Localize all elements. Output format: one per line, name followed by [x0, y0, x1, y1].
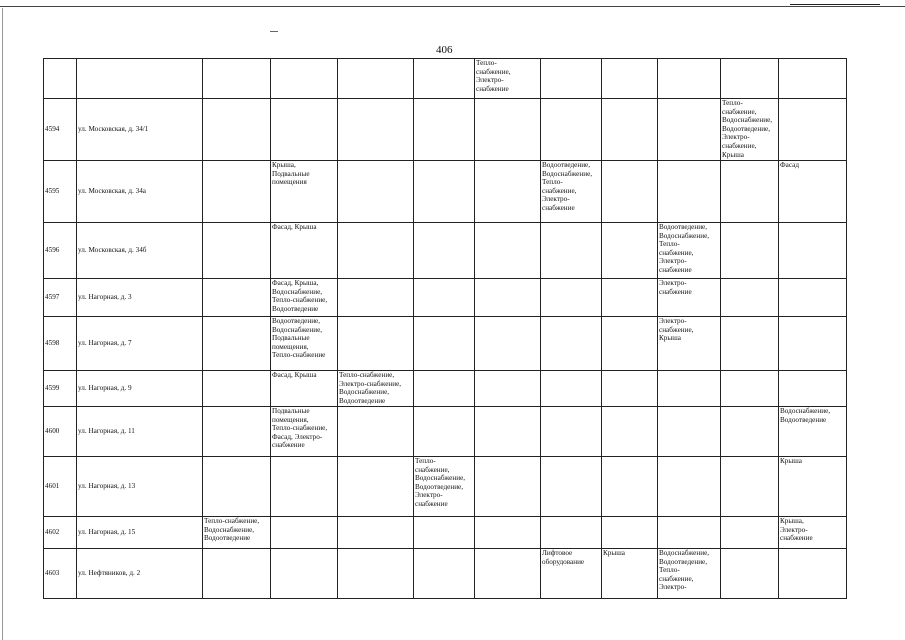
address-cell: ул. Нагорная, д. 3 — [77, 279, 203, 317]
table-cell — [77, 59, 203, 99]
work-type-cell — [203, 317, 271, 371]
work-type-cell — [779, 549, 847, 599]
work-type-cell — [721, 317, 779, 371]
table-row — [44, 371, 847, 407]
row-number-cell: 4599 — [44, 371, 77, 407]
work-type-cell — [779, 99, 847, 161]
work-type-cell — [414, 549, 475, 599]
work-type-cell — [271, 517, 338, 549]
table-cell — [338, 59, 414, 99]
work-type-cell: Тепло-снабжение, Водоснабжение, Водоотведение — [203, 517, 271, 549]
work-type-cell — [602, 371, 658, 407]
page-number: 406 — [436, 44, 453, 56]
work-type-cell — [475, 99, 541, 161]
work-type-cell — [475, 407, 541, 457]
work-type-cell — [475, 517, 541, 549]
work-type-cell — [338, 161, 414, 223]
address-cell: ул. Нагорная, д. 9 — [77, 371, 203, 407]
work-type-cell: Крыша — [779, 457, 847, 517]
work-type-cell — [541, 317, 602, 371]
work-type-cell — [271, 457, 338, 517]
continuation-cell: Тепло- снабжение, Электро- снабжение — [475, 59, 541, 99]
work-type-cell: Тепло-снабжение, Электро-снабжение, Водоснабжение, Водоотведение — [338, 371, 414, 407]
work-type-cell: Крыша, Электро- снабжение — [779, 517, 847, 549]
work-type-cell: Подвальные помещения, Тепло-снабжение, Фасад, Электро- снабжение — [271, 407, 338, 457]
work-type-cell: Тепло- снабжение, Водоснабжение, Водоотведение, Электро- снабжение, Крыша — [721, 99, 779, 161]
table-cell — [414, 59, 475, 99]
work-type-cell — [338, 317, 414, 371]
work-type-cell — [658, 99, 721, 161]
work-type-cell — [779, 371, 847, 407]
work-type-cell — [541, 223, 602, 279]
address-cell: ул. Московская, д. 34/1 — [77, 99, 203, 161]
work-type-cell — [779, 223, 847, 279]
row-number-cell: 4595 — [44, 161, 77, 223]
work-type-cell — [541, 371, 602, 407]
table-cell — [541, 59, 602, 99]
work-type-cell — [602, 99, 658, 161]
address-cell: ул. Нагорная, д. 7 — [77, 317, 203, 371]
address-cell: ул. Нагорная, д. 15 — [77, 517, 203, 549]
table-cell — [721, 59, 779, 99]
work-type-cell: Крыша — [602, 549, 658, 599]
work-type-cell — [414, 371, 475, 407]
table-cell — [203, 59, 271, 99]
table-row — [44, 99, 847, 161]
work-type-cell — [541, 99, 602, 161]
work-type-cell — [338, 223, 414, 279]
row-number-cell: 4594 — [44, 99, 77, 161]
repair-schedule-table — [43, 58, 847, 599]
work-type-cell — [338, 99, 414, 161]
table-row — [44, 517, 847, 549]
work-type-cell — [721, 407, 779, 457]
work-type-cell — [721, 549, 779, 599]
work-type-cell — [602, 457, 658, 517]
work-type-cell — [475, 161, 541, 223]
work-type-cell — [203, 407, 271, 457]
work-type-cell — [414, 99, 475, 161]
work-type-cell — [602, 317, 658, 371]
work-type-cell — [271, 549, 338, 599]
work-type-cell — [658, 517, 721, 549]
table-row — [44, 457, 847, 517]
work-type-cell: Электро- снабжение, Крыша — [658, 317, 721, 371]
work-type-cell — [602, 407, 658, 457]
work-type-cell — [721, 371, 779, 407]
work-type-cell — [414, 223, 475, 279]
address-cell: ул. Московская, д. 34б — [77, 223, 203, 279]
work-type-cell — [779, 279, 847, 317]
work-type-cell: Фасад, Крыша, Водоснабжение, Тепло-снабжение, Водоотведение — [271, 279, 338, 317]
work-type-cell: Фасад, Крыша — [271, 223, 338, 279]
work-type-cell: Электро- снабжение — [658, 279, 721, 317]
table-row — [44, 161, 847, 223]
table-row — [44, 407, 847, 457]
left-border-line — [2, 8, 3, 640]
table-row — [44, 549, 847, 599]
top-border-line — [0, 6, 905, 7]
work-type-cell — [475, 371, 541, 407]
work-type-cell: Водоснабжение, Водоотведение — [779, 407, 847, 457]
work-type-cell — [721, 517, 779, 549]
table-row — [44, 317, 847, 371]
work-type-cell — [602, 223, 658, 279]
table-row — [44, 59, 847, 99]
work-type-cell — [203, 549, 271, 599]
work-type-cell — [721, 223, 779, 279]
work-type-cell — [541, 407, 602, 457]
work-type-cell — [475, 317, 541, 371]
work-type-cell — [475, 223, 541, 279]
address-cell: ул. Нефтяников, д. 2 — [77, 549, 203, 599]
work-type-cell — [602, 517, 658, 549]
work-type-cell — [414, 279, 475, 317]
work-type-cell: Водоснабжение, Водоотведение, Тепло- снабжение, Электро- — [658, 549, 721, 599]
work-type-cell — [475, 279, 541, 317]
row-number-cell: 4596 — [44, 223, 77, 279]
work-type-cell: Тепло- снабжение, Водоснабжение, Водоотведение, Электро- снабжение — [414, 457, 475, 517]
work-type-cell — [602, 161, 658, 223]
address-cell: ул. Нагорная, д. 13 — [77, 457, 203, 517]
top-border-line-right — [790, 4, 880, 5]
work-type-cell — [414, 317, 475, 371]
work-type-cell — [338, 457, 414, 517]
work-type-cell — [658, 161, 721, 223]
table-cell — [271, 59, 338, 99]
work-type-cell — [203, 99, 271, 161]
work-type-cell — [602, 279, 658, 317]
work-type-cell — [721, 457, 779, 517]
work-type-cell — [779, 317, 847, 371]
table-cell — [779, 59, 847, 99]
work-type-cell: Крыша, Подвальные помещения — [271, 161, 338, 223]
work-type-cell: Лифтовое оборудование — [541, 549, 602, 599]
work-type-cell — [414, 407, 475, 457]
work-type-cell — [338, 279, 414, 317]
work-type-cell — [203, 457, 271, 517]
row-number-cell: 4600 — [44, 407, 77, 457]
work-type-cell — [658, 371, 721, 407]
work-type-cell — [658, 457, 721, 517]
table-cell — [44, 59, 77, 99]
row-number-cell: 4601 — [44, 457, 77, 517]
work-type-cell — [541, 279, 602, 317]
work-type-cell — [338, 407, 414, 457]
table-row — [44, 279, 847, 317]
work-type-cell: Водоотведение, Водоснабжение, Тепло- снабжение, Электро- снабжение — [658, 223, 721, 279]
work-type-cell — [203, 223, 271, 279]
row-number-cell: 4602 — [44, 517, 77, 549]
row-number-cell: 4598 — [44, 317, 77, 371]
work-type-cell — [338, 517, 414, 549]
work-type-cell — [414, 517, 475, 549]
table-cell — [602, 59, 658, 99]
work-type-cell — [721, 161, 779, 223]
work-type-cell: Водоотведение, Водоснабжение, Тепло- снабжение, Электро- снабжение — [541, 161, 602, 223]
scan-mark — [270, 31, 278, 32]
work-type-cell — [475, 457, 541, 517]
work-type-cell — [658, 407, 721, 457]
address-cell: ул. Московская, д. 34а — [77, 161, 203, 223]
work-type-cell — [338, 549, 414, 599]
work-type-cell — [203, 161, 271, 223]
work-type-cell — [271, 99, 338, 161]
work-type-cell: Водоотведение, Водоснабжение, Подвальные помещения, Тепло-снабжение — [271, 317, 338, 371]
work-type-cell — [475, 549, 541, 599]
work-type-cell — [414, 161, 475, 223]
table-cell — [658, 59, 721, 99]
work-type-cell: Фасад — [779, 161, 847, 223]
work-type-cell — [541, 457, 602, 517]
work-type-cell — [721, 279, 779, 317]
row-number-cell: 4597 — [44, 279, 77, 317]
work-type-cell — [541, 517, 602, 549]
work-type-cell — [203, 279, 271, 317]
row-number-cell: 4603 — [44, 549, 77, 599]
work-type-cell — [203, 371, 271, 407]
table-row — [44, 223, 847, 279]
work-type-cell: Фасад, Крыша — [271, 371, 338, 407]
address-cell: ул. Нагорная, д. 11 — [77, 407, 203, 457]
